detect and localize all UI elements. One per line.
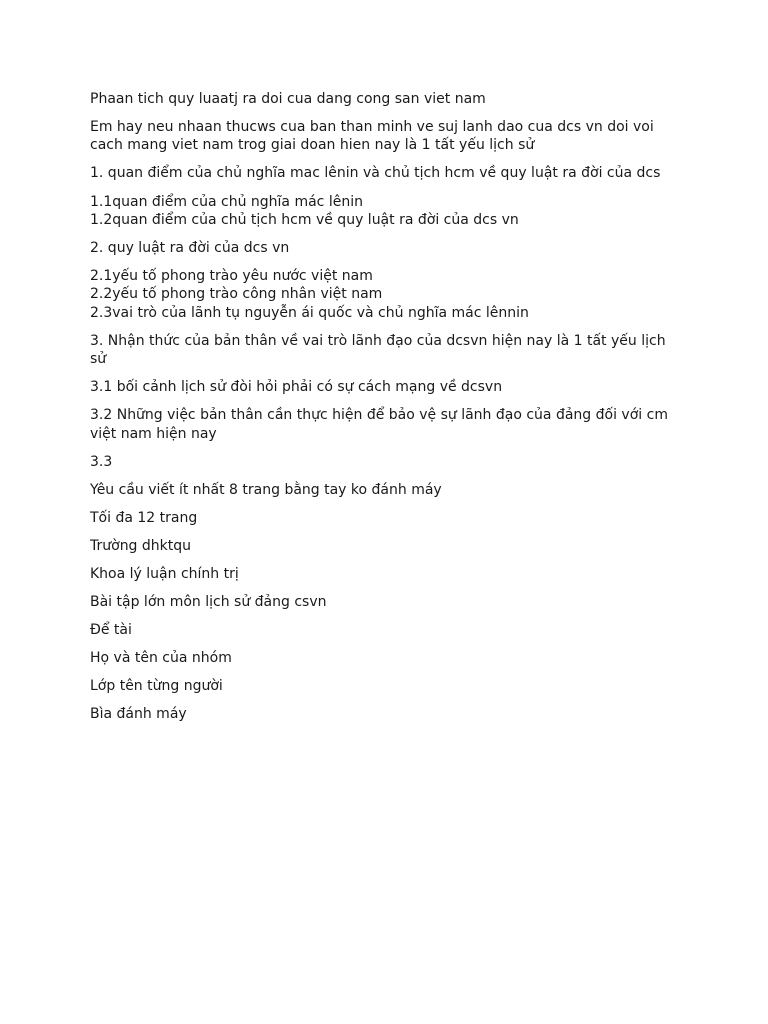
school-paragraph bbox=[90, 537, 680, 555]
text-line: 3. Nhận thức của bản thân về vai trò lãnh đạo của dcsvn hiện nay là 1 tất yếu lịch bbox=[90, 332, 666, 349]
faculty-paragraph bbox=[90, 565, 680, 583]
section-1-subitems bbox=[90, 193, 680, 230]
section-2-heading bbox=[90, 239, 680, 257]
text-line: 3.2 Những việc bản thân cần thực hiện để bảo vệ sự lãnh đạo của đảng đối với cm bbox=[90, 407, 668, 424]
text-line: Để tài bbox=[90, 622, 132, 639]
section-3-2 bbox=[90, 406, 680, 443]
text-line: 3.3 bbox=[90, 453, 113, 470]
text-line: Tối đa 12 trang bbox=[90, 509, 198, 526]
section-3-heading bbox=[90, 332, 680, 369]
text-line: 1. quan điểm của chủ nghĩa mac lênin và chủ tịch hcm về quy luật ra đời của dcs bbox=[90, 165, 661, 182]
topic-paragraph bbox=[90, 621, 680, 639]
section-3-1 bbox=[90, 378, 680, 396]
group-names-paragraph bbox=[90, 649, 680, 667]
text-line: Yêu cầu viết ít nhất 8 trang bằng tay ko đánh máy bbox=[90, 481, 442, 498]
text-line: sử bbox=[90, 351, 107, 368]
section-3-3 bbox=[90, 453, 680, 471]
text-line: Họ và tên của nhóm bbox=[90, 650, 232, 667]
text-line: 2.1yếu tố phong trào yêu nước việt nam bbox=[90, 268, 373, 285]
title-paragraph bbox=[90, 90, 680, 108]
text-line: Phaan tich quy luaatj ra doi cua dang cong san viet nam bbox=[90, 91, 486, 107]
text-line: 1.2quan điểm của chủ tịch hcm về quy luật ra đời của dcs vn bbox=[90, 211, 519, 228]
text-line: 2.3vai trò của lãnh tụ nguyễn ái quốc và chủ nghĩa mác lênnin bbox=[90, 304, 529, 321]
section-2-subitems bbox=[90, 267, 680, 322]
text-line: 3.1 bối cảnh lịch sử đòi hỏi phải có sự cách mạng về dcsvn bbox=[90, 379, 503, 396]
text-line: 2.2yếu tố phong trào công nhân việt nam bbox=[90, 286, 383, 303]
text-line: Trường dhktqu bbox=[90, 537, 192, 554]
text-line: Lớp tên từng người bbox=[90, 678, 223, 695]
text-line: Bìa đánh máy bbox=[90, 706, 187, 723]
text-line: Em hay neu nhaan thucws cua ban than minh ve suj lanh dao cua dcs vn doi voi bbox=[90, 119, 654, 136]
text-line: việt nam hiện nay bbox=[90, 425, 217, 442]
max-pages-paragraph bbox=[90, 509, 680, 527]
document-page bbox=[90, 90, 680, 734]
class-names-paragraph bbox=[90, 677, 680, 695]
assignment-paragraph bbox=[90, 593, 680, 611]
question-paragraph bbox=[90, 118, 680, 155]
section-1-heading bbox=[90, 164, 680, 182]
cover-paragraph bbox=[90, 705, 680, 723]
text-line: 2. quy luật ra đời của dcs vn bbox=[90, 239, 290, 256]
text-line: Khoa lý luận chính trị bbox=[90, 566, 239, 582]
requirement-paragraph bbox=[90, 481, 680, 499]
text-line: 1.1quan điểm của chủ nghĩa mác lênin bbox=[90, 193, 363, 210]
text-line: Bài tập lớn môn lịch sử đảng csvn bbox=[90, 594, 327, 611]
text-line: cach mang viet nam trog giai doan hien nay là 1 tất yếu lịch sử bbox=[90, 137, 535, 154]
